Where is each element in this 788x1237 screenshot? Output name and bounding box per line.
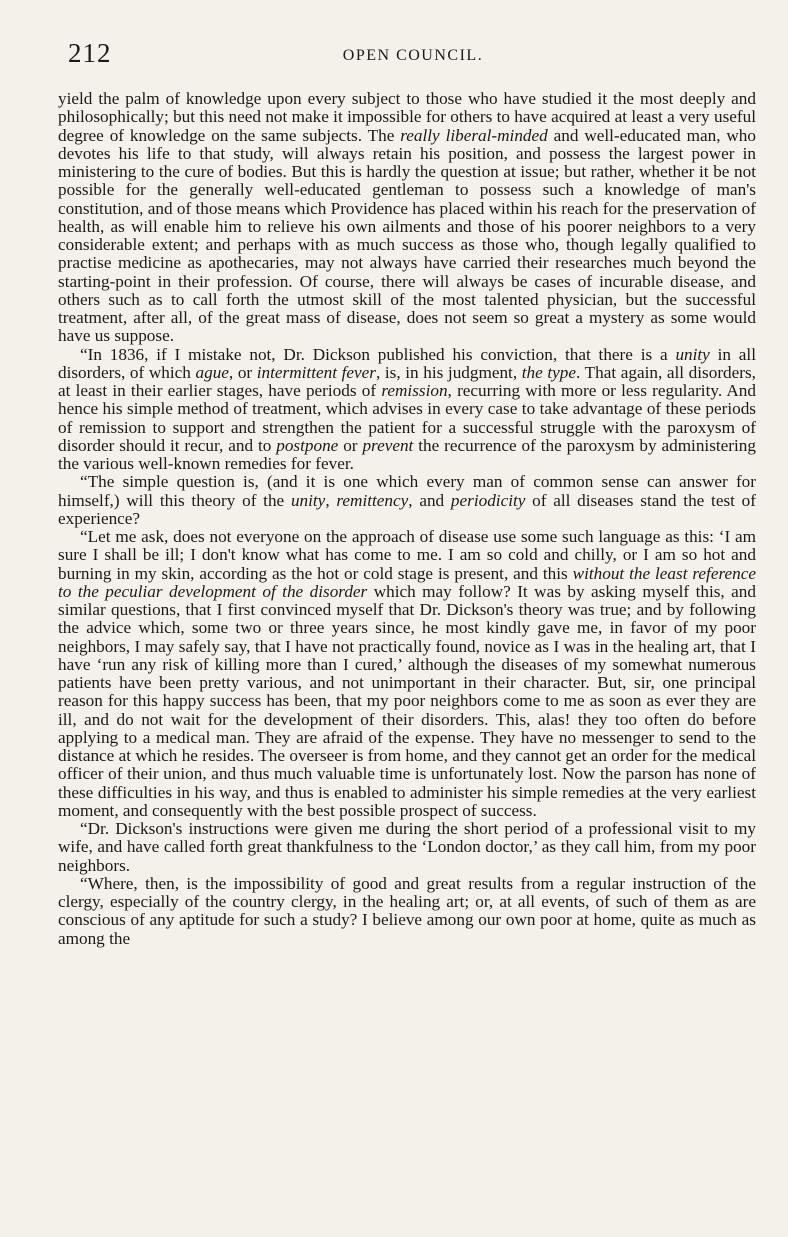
paragraph bbox=[58, 528, 756, 820]
page-header bbox=[68, 38, 758, 74]
text-run: , is, in his judgment, bbox=[375, 362, 522, 382]
paragraph bbox=[58, 346, 756, 474]
paragraph bbox=[58, 473, 756, 528]
italic-text: unity bbox=[290, 490, 326, 510]
italic-text: postpone bbox=[276, 435, 339, 455]
text-run: in all disorders, of which bbox=[58, 344, 756, 382]
italic-text: periodicity bbox=[450, 490, 526, 510]
body-text bbox=[58, 90, 756, 948]
italic-text: remittency bbox=[336, 490, 409, 510]
text-run: “In 1836, if I mistake not, Dr. Dickson published his conviction, that there is a bbox=[80, 344, 676, 364]
text-run: , recurring with more or less regularity. And hence his simple method of treatment, which advises in every case to take advantage of these periods of remission to support and strengthen the patient for a successful struggle with the paroxysm of disorder should it recur, and to bbox=[58, 381, 756, 455]
text-run: of all diseases stand the test of experience? bbox=[58, 490, 756, 528]
text-run: “The simple question is, (and it is one which every man of common sense can answer for himself,) will this theory of the bbox=[58, 472, 756, 510]
text-run: which may follow? It was by asking myself this, and similar questions, that I first convinced myself that Dr. Dickson's theory was true; and by following the advice which, some two or three years since, he most kindly gave me, in favor of my poor neighbors, I may safely say, that I have not practically found, novice as I was in the healing art, that I have ‘run any risk of killing more than I cured,’ although the diseases of my somewhat numerous patients have been pretty various, and not unimportant in their character. But, sir, one principal reason for this happy success has been, that my poor neighbors come to me as soon as ever they are ill, and do not wait for the development of their disorders. This, alas! they too often do before applying to a medical man. They are afraid of the expense. They have no messenger to send to the distance at which he resides. The overseer is from home, and they cannot get an order for the medical officer of their union, and thus much valuable time is unfortunately lost. Now the parson has none of these difficulties in his way, and thus is enabled to administer his simple remedies at the very earliest moment, and consequently with the best possible prospect of success. bbox=[58, 581, 756, 820]
italic-text: intermittent fever bbox=[256, 362, 376, 382]
paragraph bbox=[58, 90, 756, 346]
italic-text: the type bbox=[521, 362, 577, 382]
text-run: , bbox=[325, 490, 337, 510]
italic-text: prevent bbox=[362, 435, 414, 455]
text-run: , or bbox=[228, 362, 257, 382]
text-run: “Dr. Dickson's instructions were given me during the short period of a professional visit to my wife, and have called forth great thankfulness to the ‘London doctor,’ as they call him, from my poor neighbors. bbox=[58, 819, 756, 875]
page-number: 212 bbox=[68, 38, 112, 68]
italic-text: unity bbox=[675, 344, 710, 364]
paragraph bbox=[58, 875, 756, 948]
text-run: , and bbox=[408, 490, 451, 510]
italic-text: without the least reference to the peculiar development of the disorder bbox=[58, 563, 756, 601]
italic-text: remission bbox=[381, 381, 448, 400]
text-run: “Where, then, is the impossibility of good and great results from a regular instruction of the clergy, especially of the country clergy, in the healing art; or, at all events, of such of them as are conscious of any aptitude for such a study? I believe among our own poor at home, quite as much as among the bbox=[58, 873, 756, 948]
text-run: the recurrence of the paroxysm by administering the various well-known remedies for fever. bbox=[58, 435, 756, 473]
italic-text: ague bbox=[195, 362, 229, 382]
paragraph bbox=[58, 820, 756, 875]
text-run: . That again, all disorders, at least in their earlier stages, have periods of bbox=[58, 362, 756, 400]
text-run: or bbox=[338, 435, 363, 455]
text-run: “Let me ask, does not everyone on the approach of disease use some such language as this: ‘I am sure I shall be ill; I don't know what has come to me. I am so cold and chilly, or I am so hot and burning in my skin, according as the hot or cold stage is present, and this bbox=[58, 527, 756, 583]
italic-text: really liberal-minded bbox=[400, 125, 548, 145]
running-title: OPEN COUNCIL. bbox=[342, 47, 484, 64]
text-run: yield the palm of knowledge upon every subject to those who have studied it the most deeply and philosophically; but this need not make it impossible for others to have acquired at least a very useful degree of knowledge on the same subjects. The bbox=[58, 89, 756, 145]
text-run: and well-educated man, who devotes his life to that study, will always retain his position, and possess the largest power in ministering to the cure of bodies. But this is hardly the question at issue; but rather, whether it be not possible for the generally well-educated gentleman to possess such a knowledge of man's constitution, and of those means which Providence has placed within his reach for the preservation of health, as will enable him to relieve his own ailments and those of his poorer neighbors to a very considerable extent; and perhaps with as much success as those who, though legally qualified to practise medicine as apothecaries, may not always have carried their researches much beyond the starting-point in their profession. Of course, there will always be cases of incurable disease, and others such as to call forth the utmost skill of the most talented physician, but the successful treatment, after all, of the great mass of disease, does not seem so great a mystery as some would have us suppose. bbox=[58, 125, 756, 346]
